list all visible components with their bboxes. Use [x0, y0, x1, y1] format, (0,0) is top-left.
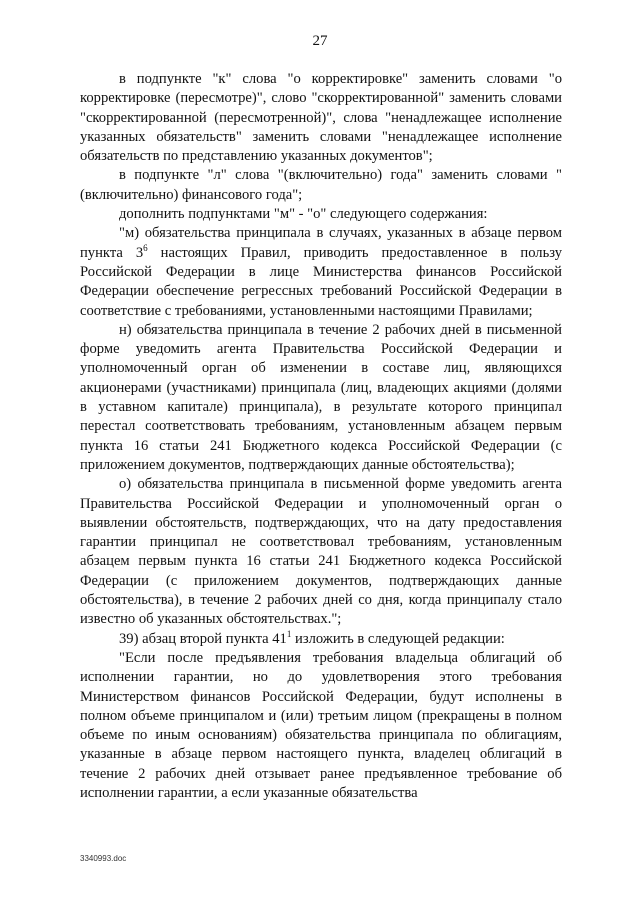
- paragraph-subpoint-o: о) обязательства принципала в письменной форме уведомить агента Правительства Российской Федерации и уполномоченный орган о выявлении обстоятельств, подтверждающих, что на дату предоставления гарантии принципал не соответствовал требованиям, установленным абзацем первым пункта 16 статьи 241 Бюджетного кодекса Российской Федерации (с приложением документов, подтверждающих данные обстоятельства), в течение 2 рабочих дней со дня, когда принципалу стало известно об указанных обстоятельствах.";: [80, 476, 562, 628]
- superscript: 6: [143, 242, 148, 253]
- paragraph-subpoint-k: в подпункте "к" слова "о корректировке" заменить словами "о корректировке (пересмотре)", слово "скорректированной" заменить словами "скорректированной (пересмотренной)", слова "ненадлежащее исполнение указанных обязательств" заменить словами "ненадлежащее исполнение обязательств по представлению указанных документов";: [80, 71, 562, 165]
- paragraph-subpoint-n: н) обязательства принципала в течение 2 рабочих дней в письменной форме уведомить агента Правительства Российской Федерации и уполномоченный орган об изменении в составе лиц, являющихся акционерами (участниками) принципала (лиц, владеющих акциями (долями в уставном капитале) принципала), в результате которого принципал перестал соответствовать требованиям, установленным абзацем первым пункта 16 статьи 241 Бюджетного кодекса Российской Федерации (с приложением документов, подтверждающих данные обстоятельства);: [80, 321, 562, 473]
- paragraph-add-subpoints: дополнить подпунктами "м" - "о" следующего содержания:: [119, 206, 488, 223]
- superscript: 1: [286, 628, 292, 639]
- document-body: [80, 70, 562, 803]
- paragraph-subpoint-m: [80, 224, 562, 320]
- paragraph-subpoint-l: в подпункте "л" слова "(включительно) года" заменить словами "(включительно) финансового года";: [80, 167, 562, 203]
- paragraph-text: 39) абзац второй пункта 41: [119, 630, 287, 647]
- paragraph-text: "м) обязательства принципала в случаях, указанных в абзаце первом пункта 3: [80, 225, 562, 261]
- paragraph-item-39: [80, 630, 562, 649]
- paragraph-text: изложить в следующей редакции:: [291, 630, 505, 647]
- file-name-footer: 3340993.doc: [80, 854, 127, 863]
- paragraph-text: настоящих Правил, приводить предоставленное в пользу Российской Федерации в лице Министерства финансов Российской Федерации обеспечение регрессных требований Российской Федерации в соответствие с требованиями, установленными настоящими Правилами;: [80, 244, 563, 319]
- page-number: 27: [312, 33, 328, 49]
- paragraph-quoted-text: "Если после предъявления требования владельца облигаций об исполнении гарантии, но до удовлетворения этого требования Министерством финансов Российской Федерации, будут исполнены в полном объеме принципалом и (или) третьим лицом (прекращены в полном объеме по иным основаниям) обязательства принципала по облигациям, указанные в абзаце первом настоящего пункта, владелец облигаций в течение 2 рабочих дней отзывает ранее предъявленное требование об исполнении гарантии, а если указанные обязательства: [80, 649, 562, 801]
